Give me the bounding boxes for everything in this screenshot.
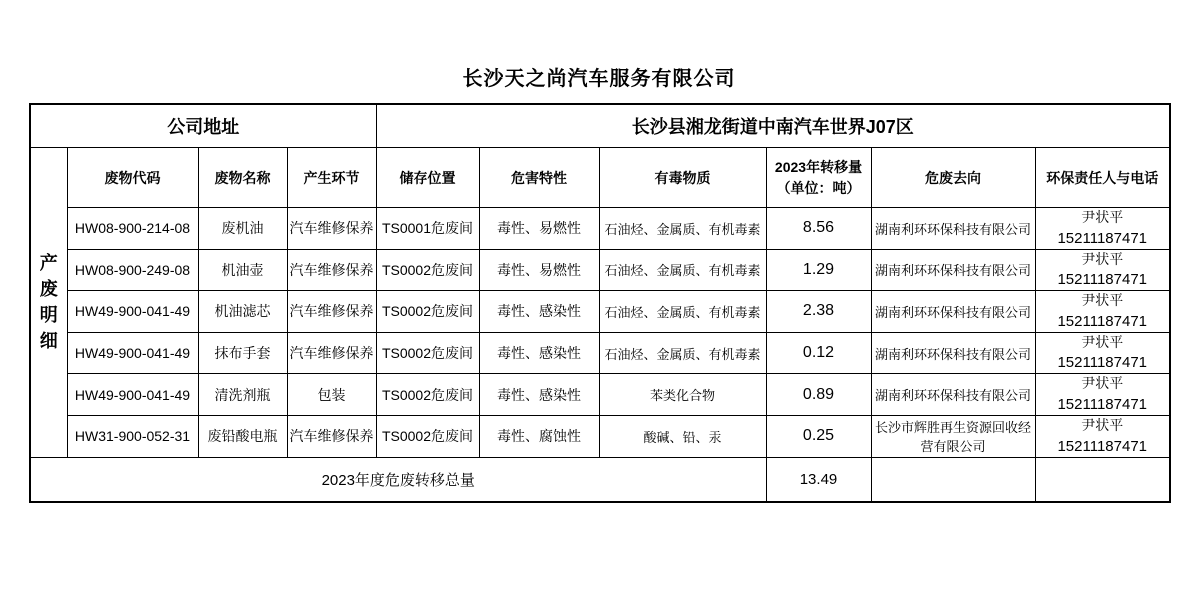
contact-cell — [1035, 291, 1170, 333]
contact-phone: 15211187471 — [1057, 354, 1148, 372]
hazard-traits: 毒性、腐蚀性 — [479, 415, 599, 457]
production-stage: 包装 — [287, 374, 376, 416]
waste-destination: 长沙市辉胜再生资源回收经营有限公司 — [871, 415, 1035, 457]
waste-code: HW08-900-214-08 — [67, 208, 198, 250]
total-amount: 13.49 — [766, 457, 871, 502]
contact-name: 尹状平 — [1081, 416, 1124, 433]
section-char: 产 — [39, 253, 58, 274]
col-header-transfer-amount — [766, 148, 871, 208]
waste-code: HW08-900-249-08 — [67, 249, 198, 291]
contact-name: 尹状平 — [1081, 209, 1124, 225]
address-row — [30, 104, 1170, 148]
transfer-amount: 2.38 — [766, 291, 871, 333]
hazard-traits: 毒性、易燃性 — [479, 208, 599, 250]
waste-name: 抹布手套 — [198, 332, 287, 374]
transfer-header-line2: （单位：吨） — [776, 179, 861, 196]
waste-destination: 湖南利环环保科技有限公司 — [871, 291, 1035, 333]
table-row — [30, 332, 1170, 374]
toxic-substance: 石油烃、金属质、有机毒素 — [599, 249, 766, 291]
table-row — [30, 208, 1170, 250]
contact-cell — [1035, 415, 1170, 457]
col-header-waste-name: 废物名称 — [198, 148, 287, 208]
waste-code: HW49-900-041-49 — [67, 291, 198, 333]
storage-location: TS0002危废间 — [376, 291, 479, 333]
waste-code: HW31-900-052-31 — [67, 415, 198, 457]
production-stage: 汽车维修保养 — [287, 415, 376, 457]
contact-phone: 15211187471 — [1057, 312, 1148, 330]
waste-name: 机油滤芯 — [198, 291, 287, 333]
col-header-contact: 环保责任人与电话 — [1035, 148, 1170, 208]
waste-name: 机油壶 — [198, 249, 287, 291]
contact-phone: 15211187471 — [1057, 437, 1148, 455]
total-row — [30, 457, 1170, 502]
hazard-traits: 毒性、感染性 — [479, 374, 599, 416]
waste-name: 清洗剂瓶 — [198, 374, 287, 416]
col-header-hazard: 危害特性 — [479, 148, 599, 208]
contact-cell — [1035, 332, 1170, 374]
transfer-amount: 0.12 — [766, 332, 871, 374]
col-header-stage: 产生环节 — [287, 148, 376, 208]
table-row — [30, 415, 1170, 457]
transfer-amount: 0.25 — [766, 415, 871, 457]
production-stage: 汽车维修保养 — [287, 291, 376, 333]
table-row — [30, 374, 1170, 416]
section-char: 细 — [39, 331, 58, 352]
contact-cell — [1035, 249, 1170, 291]
toxic-substance: 酸碱、铅、汞 — [599, 415, 766, 457]
contact-name: 尹状平 — [1081, 250, 1124, 267]
production-stage: 汽车维修保养 — [287, 249, 376, 291]
company-address-label: 公司地址 — [30, 104, 376, 148]
transfer-amount: 8.56 — [766, 208, 871, 250]
production-stage: 汽车维修保养 — [287, 332, 376, 374]
section-char: 废 — [39, 279, 58, 300]
contact-phone: 15211187471 — [1057, 229, 1148, 247]
contact-cell — [1035, 374, 1170, 416]
waste-transfer-table — [29, 103, 1171, 503]
storage-location: TS0002危废间 — [376, 332, 479, 374]
hazard-traits: 毒性、感染性 — [479, 332, 599, 374]
waste-name: 废机油 — [198, 208, 287, 250]
contact-name: 尹状平 — [1081, 375, 1124, 392]
toxic-substance: 石油烃、金属质、有机毒素 — [599, 208, 766, 250]
hazard-traits: 毒性、易燃性 — [479, 249, 599, 291]
contact-cell — [1035, 208, 1170, 250]
table-row — [30, 291, 1170, 333]
transfer-amount: 1.29 — [766, 249, 871, 291]
column-header-row — [30, 148, 1170, 208]
contact-phone: 15211187471 — [1057, 271, 1148, 289]
contact-name: 尹状平 — [1081, 292, 1124, 309]
storage-location: TS0002危废间 — [376, 249, 479, 291]
waste-destination: 湖南利环环保科技有限公司 — [871, 332, 1035, 374]
waste-destination: 湖南利环环保科技有限公司 — [871, 249, 1035, 291]
waste-destination: 湖南利环环保科技有限公司 — [871, 374, 1035, 416]
page-title: 长沙天之尚汽车服务有限公司 — [462, 68, 736, 90]
waste-code: HW49-900-041-49 — [67, 332, 198, 374]
storage-location: TS0002危废间 — [376, 415, 479, 457]
section-char: 明 — [39, 305, 58, 326]
hazard-traits: 毒性、感染性 — [479, 291, 599, 333]
waste-code: HW49-900-041-49 — [67, 374, 198, 416]
total-label: 2023年度危废转移总量 — [30, 457, 766, 502]
contact-name: 尹状平 — [1081, 333, 1124, 350]
toxic-substance: 石油烃、金属质、有机毒素 — [599, 291, 766, 333]
transfer-header-line1: 2023年转移量 — [774, 158, 863, 175]
contact-phone: 15211187471 — [1057, 395, 1148, 413]
section-label — [30, 148, 67, 458]
company-address-value: 长沙县湘龙街道中南汽车世界J07区 — [376, 104, 1170, 148]
storage-location: TS0001危废间 — [376, 208, 479, 250]
transfer-amount: 0.89 — [766, 374, 871, 416]
total-destination-empty — [871, 457, 1035, 502]
table-row — [30, 249, 1170, 291]
toxic-substance: 苯类化合物 — [599, 374, 766, 416]
waste-destination: 湖南利环环保科技有限公司 — [871, 208, 1035, 250]
waste-name: 废铅酸电瓶 — [198, 415, 287, 457]
col-header-destination: 危废去向 — [871, 148, 1035, 208]
total-contact-empty — [1035, 457, 1170, 502]
col-header-waste-code: 废物代码 — [67, 148, 198, 208]
col-header-toxic: 有毒物质 — [599, 148, 766, 208]
production-stage: 汽车维修保养 — [287, 208, 376, 250]
storage-location: TS0002危废间 — [376, 374, 479, 416]
toxic-substance: 石油烃、金属质、有机毒素 — [599, 332, 766, 374]
col-header-storage: 储存位置 — [376, 148, 479, 208]
